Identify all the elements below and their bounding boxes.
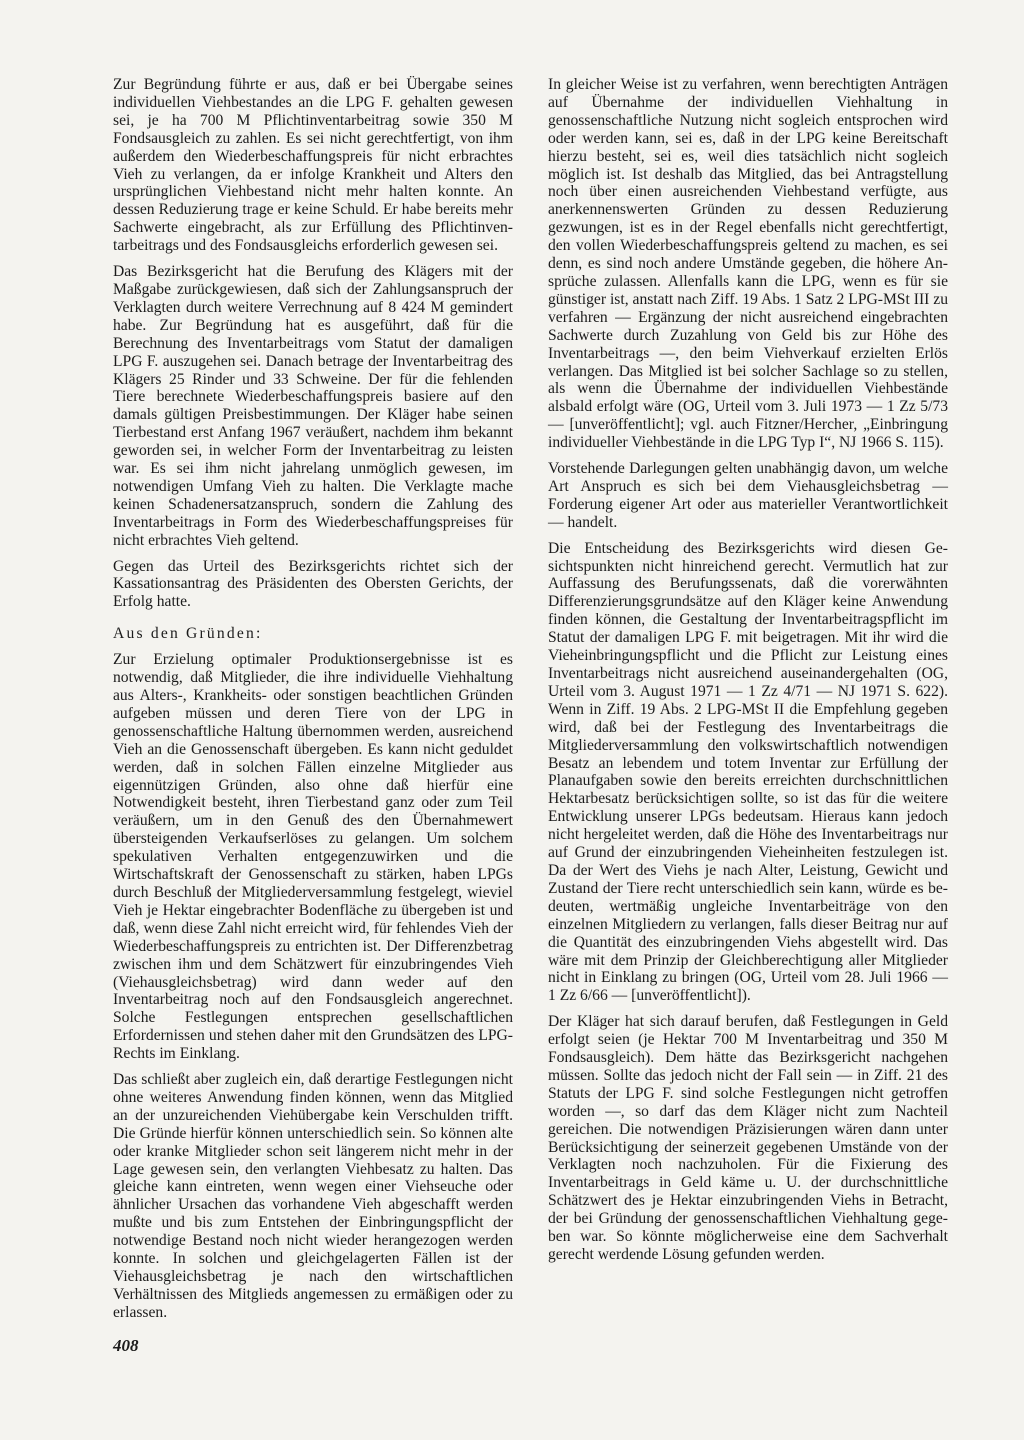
right-column [548, 76, 948, 1272]
paragraph: Das schließt aber zugleich ein, daß derartige Festlegungen nicht ohne weiteres Anwendung finden können, wenn das Mitglied an der unzureichenden Viehübergabe kein Verschulden trifft. Die Gründe hierfür können unterschiedlich sein. So können alte oder kranke Mitglieder schon seit längerem nicht mehr in der Lage gewesen sein, den verlangten Viehbesatz zu halten. Das gleiche kann eintreten, wenn wegen einer Viehseuche oder ähnlicher Ursachen das vorhandene Vieh abgeschafft werden mußte und bis zum Entstehen der Einbringungspflicht der notwendige Bestand noch nicht wieder herangezogen werden konnte. In solchen und gleichgelagerten Fällen ist der Viehausgleichsbetrag je nach den wirtschaftlichen Verhältnissen des Mitglieds angemessen zu ermäßigen oder zu erlassen. [113, 1071, 513, 1321]
page-number: 408 [113, 1336, 139, 1355]
paragraph: Der Kläger hat sich darauf berufen, daß Festlegungen in Geld erfolgt seien (je Hektar 700 M Inventarbeitrag und 350 M Fondsausgleich). Dem hätte das Bezirksgericht nachgehen müssen. Sollte das jedoch nicht der Fall sein — in Ziff. 21 des Statuts der LPG F. sind solche Festlegungen nicht getroffen worden —, so darf das dem Kläger nicht zum Nachteil gereichen. Die notwendigen Präzisierungen wären dann unter Berücksichtigung der seinerzeit gegebenen Umstände von der Verklagten noch nachzuholen. Für die Fixierung des Inventarbeitrags in Geld käme u. U. der durchschnittliche Schätzwert des je Hektar einzubringenden Viehs in Betracht, der bei Gründung der genossenschaftlichen Viehhaltung gegeben war. So könnte möglicherweise eine dem Sachverhalt gerecht werdende Lösung gefunden werden. [548, 1013, 948, 1263]
paragraph: Die Entscheidung des Bezirksgerichts wird diesen Gesichtspunkten nicht hinreichend gerecht. Vermutlich hat zur Auffassung des Berufungssenats, daß die vorerwähnten Differenzierungsgrundsätze auf den Kläger keine Anwendung finden können, die Gestaltung der Inventarbeitragspflicht im Statut der damaligen LPG F. mit beigetragen. Mit ihr wird die Vieheinbringungspflicht und die Pflicht zur Leistung eines Inventarbeitrags nicht ausreichend auseinandergehalten (OG, Urteil vom 3. August 1971 — 1 Zz 4/71 — NJ 1971 S. 622). Wenn in Ziff. 19 Abs. 2 LPG-MSt II die Empfehlung gegeben wird, daß bei der Festlegung des Inventarbeitrags die Mitgliederversammlung den volkswirtschaftlich notwendigen Besatz an lebendem und totem Inventar zur Erfüllung der Planaufgaben sowie den bereits erreichten durchschnittlichen Hektarbesatz berücksichtigen sollte, so ist das für die weitere Entwicklung unserer LPGs bedeutsam. Hieraus kann jedoch nicht hergeleitet werden, daß die Höhe des Inventarbeitrags nur auf Grund der einzubringenden Vieheinheiten festzulegen ist. Da der Wert des Viehs je nach Alter, Leistung, Gewicht und Zustand der Tiere recht unterschiedlich sein kann, würde es bedeuten, wertmäßig ungleiche Inventarbeiträge von den einzelnen Mitgliedern zu verlangen, falls dieser Beitrag nur auf die Quantität des einzubringenden Viehs abgestellt wird. Das wäre mit dem Prinzip der Gleichberechtigung aller Mitglieder nicht in Einklang zu bringen (OG, Urteil vom 28. Juli 1966 — 1 Zz 6/66 — [unveröffentlicht]). [548, 539, 948, 1005]
paragraph: Das Bezirksgericht hat die Berufung des Klägers mit der Maßgabe zurückgewiesen, daß sich der Zahlungsanspruch der Verklagten durch weitere Verrechnung auf 8 424 M gemindert habe. Zur Begründung hat es ausgeführt, daß für die Berechnung des Inventarbeitrags vom Statut der damaligen LPG F. auszugehen sei. Danach betrage der Inventarbeitrag des Klägers 25 Rinder und 33 Schweine. Der für die fehlenden Tiere berechnete Wiederbeschaffungspreis basiere auf den damals gültigen Preisbestimmungen. Der Kläger habe seinen Tierbestand erst Anfang 1967 veräußert, nachdem ihm bekannt geworden sei, in welcher Form der Inventarbeitrag zu leisten war. Es sei ihm nicht jahrelang unmöglich gewesen, im notwendigen Umfang Vieh zu halten. Die Verklagte mache keinen Schadenersatzanspruch, sondern die Zahlung des Inventarbeitrags in Form des Wiederbeschaffungspreises für nicht erbrachtes Vieh geltend. [113, 263, 513, 549]
paragraph: In gleicher Weise ist zu verfahren, wenn berechtigten Anträgen auf Übernahme der individuellen Viehhaltung in genossenschaftliche Nutzung nicht sogleich entsprochen wird oder werden kann, sei es, daß in der LPG keine Bereitschaft hierzu besteht, sei es, weil dies tatsächlich nicht sogleich möglich ist. Ist deshalb das Mitglied, das bei Antragstellung noch über einen ausreichenden Viehbestand verfügte, aus anerkennenswerten Gründen zu dessen Reduzierung gezwungen, ist es in der Regel ebenfalls nicht gerechtfertigt, den vollen Wiederbeschaffungspreis geltend zu machen, es sei denn, es sind noch andere Umstände gegeben, die höhere Ansprüche zulassen. Allenfalls kann die LPG, wenn es für sie günstiger ist, anstatt nach Ziff. 19 Abs. 1 Satz 2 LPG-MSt III zu verfahren — Ergänzung der nicht ausreichend eingebrachten Sachwerte durch Zuzahlung von Geld bis zur Höhe des Inventarbeitrags —, den beim Viehverkauf erzielten Erlös verlangen. Das Mitglied ist bei solcher Sachlage so zu stellen, als wenn die Übernahme der individuellen Viehbestände alsbald erfolgt wäre (OG, Urteil vom 3. Juli 1973 — 1 Zz 5/73 — [unveröffentlicht]; vgl. auch Fitzner/Hercher, „Einbringung individueller Viehbestände in die LPG Typ I“, NJ 1966 S. 115). [548, 76, 948, 452]
paragraph: Zur Begründung führte er aus, daß er bei Übergabe seines individuellen Viehbestandes an die LPG F. gehalten gewesen sei, je ha 700 M Pflichtinventarbeitrag sowie 350 M Fondsausgleich zu zahlen. Es sei nicht gerechtfertigt, von ihm außerdem den Wiederbeschaffungspreis für nicht erbrachtes Vieh zu verlangen, da er infolge Krankheit und Alters den ursprünglichen Viehbestand nicht mehr halten konnte. An dessen Reduzierung trage er keine Schuld. Er habe bereits mehr Sachwerte eingebracht, als zur Erfüllung des Pflichtinventarbeitrags und des Fondsausgleichs erforderlich gewesen sei. [113, 76, 513, 255]
paragraph: Gegen das Urteil des Bezirksgerichts richtet sich der Kassationsantrag des Präsidenten des Obersten Gerichts, der Erfolg hatte. [113, 557, 513, 611]
left-column [113, 76, 513, 1330]
section-heading: Aus den Gründen: [113, 625, 263, 643]
paragraph: Zur Erzielung optimaler Produktionsergebnisse ist es notwendig, daß Mitglieder, die ihre individuelle Viehhaltung aus Alters-, Krankheits- oder sonstigen beachtlichen Gründen aufgeben müssen und deren Tiere von der LPG in genossenschaftliche Haltung übernommen werden, ausreichend Vieh an die Genossenschaft übergeben. Es kann nicht geduldet werden, daß in solchen Fällen einzelne Mitglieder aus eigennützigen Gründen, also ohne daß hierfür eine Notwendigkeit besteht, ihren Tierbestand ganz oder zum Teil veräußern, um in den Genuß des den Übernahmewert übersteigenden Verkaufserlöses zu gelangen. Um solchem spekulativen Verhalten entgegenzuwirken und die Wirtschaftskraft der Genossenschaft zu stärken, haben LPGs durch Beschluß der Mitgliederversammlung festgelegt, wieviel Vieh je Hektar eingebrachter Bodenfläche zu übergeben ist und daß, wenn diese Zahl nicht erreicht wird, für fehlendes Vieh der Wiederbeschaffungspreis zu entrichten ist. Der Differenzbetrag zwischen ihm und dem Schätzwert für einzubringendes Vieh (Viehausgleichsbetrag) wird dann weder auf den Inventarbeitrag noch auf den Fondsausgleich angerechnet. Solche Festlegungen entsprechen gesellschaftlichen Erfordernissen und stehen daher mit den Grundsätzen des LPG-Rechts im Einklang. [113, 651, 513, 1063]
paragraph: Vorstehende Darlegungen gelten unabhängig davon, um welche Art Anspruch es sich bei dem Viehausgleichsbetrag — Forderung eigener Art oder aus materieller Verantwortlichkeit — handelt. [548, 460, 948, 531]
